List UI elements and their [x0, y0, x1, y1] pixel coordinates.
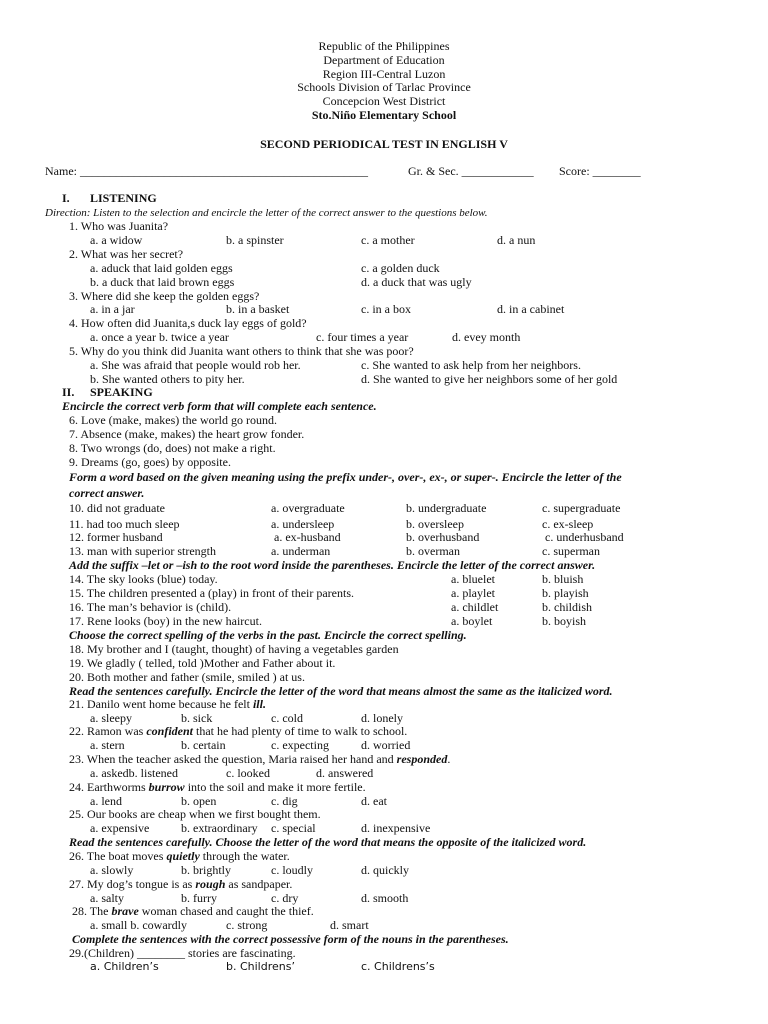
answer-option: c. looked: [226, 766, 270, 780]
answer-option: c. special: [271, 821, 316, 835]
question-stem: 10. did not graduate: [69, 501, 165, 515]
question-stem: 20. Both mother and father (smile, smiled ) at us.: [69, 670, 305, 684]
answer-option: a. bluelet: [451, 572, 495, 586]
section-number-listening: I.: [62, 191, 70, 205]
question-stem: 26. The boat moves quietly through the water.: [69, 849, 290, 863]
question-stem: 21. Danilo went home because he felt ill.: [69, 697, 266, 711]
question-stem: 13. man with superior strength: [69, 544, 216, 558]
answer-option: d. answered: [316, 766, 374, 780]
answer-option: a. ex-husband: [274, 530, 341, 544]
answer-option: a. a widow: [90, 233, 143, 247]
answer-option: d. worried: [361, 738, 411, 752]
answer-option: c. underhusband: [545, 530, 624, 544]
answer-option: b. a duck that laid brown eggs: [90, 275, 235, 289]
question-stem: 27. My dog’s tongue is as rough as sandpaper.: [69, 877, 293, 891]
answer-option: b. bluish: [542, 572, 584, 586]
answer-option: c. dry: [271, 891, 299, 905]
answer-option: a. childlet: [451, 600, 499, 614]
test-title: SECOND PERIODICAL TEST IN ENGLISH V: [260, 137, 508, 151]
answer-option: a. boylet: [451, 614, 493, 628]
question-stem: 19. We gladly ( telled, told )Mother and Father about it.: [69, 656, 336, 670]
answer-option: d. smart: [330, 918, 369, 932]
answer-option: b. open: [181, 794, 217, 808]
answer-option: a. askedb. listened: [90, 766, 178, 780]
question-stem: 4. How often did Juanita,s duck lay eggs of gold?: [69, 316, 307, 330]
answer-option: d. a nun: [497, 233, 536, 247]
direction-spelling: Choose the correct spelling of the verbs in the past. Encircle the correct spelling.: [69, 628, 467, 642]
question-stem: 25. Our books are cheap when we first bought them.: [69, 807, 321, 821]
answer-option: b. overhusband: [406, 530, 480, 544]
answer-option: a. slowly: [90, 863, 134, 877]
direction-prefix-cont: correct answer.: [69, 486, 145, 500]
answer-option: c. She wanted to ask help from her neighbors.: [361, 358, 581, 372]
answer-option: c. cold: [271, 711, 303, 725]
answer-option: d. eat: [361, 794, 387, 808]
school-name: Sto.Niño Elementary School: [311, 108, 457, 122]
question-stem: 8. Two wrongs (do, does) not make a right.: [69, 441, 276, 455]
answer-option: b. Childrens’: [226, 960, 295, 973]
answer-option: c. strong: [226, 918, 268, 932]
header-region: Region III-Central Luzon: [322, 67, 446, 81]
answer-option: b. boyish: [542, 614, 587, 628]
answer-option: b. sick: [181, 711, 213, 725]
direction-antonym: Read the sentences carefully. Choose the letter of the word that means the opposite of the italicized word.: [69, 835, 587, 849]
answer-option: c. a mother: [361, 233, 415, 247]
answer-option: d. smooth: [361, 891, 409, 905]
question-stem: 23. When the teacher asked the question, Maria raised her hand and responded.: [69, 752, 451, 766]
direction-possessive: Complete the sentences with the correct possessive form of the nouns in the parentheses.: [72, 932, 509, 946]
question-stem: 16. The man’s behavior is (child).: [69, 600, 232, 614]
answer-option: b. She wanted others to pity her.: [90, 372, 245, 386]
answer-option: a. lend: [90, 794, 122, 808]
grade-section-field: Gr. & Sec. ____________: [408, 164, 534, 178]
section-heading-speaking: SPEAKING: [90, 385, 153, 399]
answer-option: a. small b. cowardly: [90, 918, 187, 932]
direction-verb-form: Encircle the correct verb form that will complete each sentence.: [62, 399, 377, 413]
answer-option: a. expensive: [90, 821, 150, 835]
header-division: Schools Division of Tarlac Province: [297, 80, 471, 94]
answer-option: b. childish: [542, 600, 592, 614]
question-stem: 1. Who was Juanita?: [69, 219, 169, 233]
question-stem: 7. Absence (make, makes) the heart grow fonder.: [69, 427, 305, 441]
answer-option: b. extraordinary: [181, 821, 258, 835]
question-stem: 12. former husband: [69, 530, 163, 544]
answer-option: c. four times a year: [316, 330, 409, 344]
header-republic: Republic of the Philippines: [318, 39, 450, 53]
answer-option: d. evey month: [452, 330, 521, 344]
answer-option: d. She wanted to give her neighbors some of her gold: [361, 372, 618, 386]
answer-option: b. brightly: [181, 863, 231, 877]
question-stem: 3. Where did she keep the golden eggs?: [69, 289, 260, 303]
answer-option: c. superman: [542, 544, 600, 558]
answer-option: d. lonely: [361, 711, 403, 725]
name-field: Name: ________________________________________________: [45, 164, 368, 178]
answer-option: d. a duck that was ugly: [361, 275, 472, 289]
question-stem: 24. Earthworms burrow into the soil and make it more fertile.: [69, 780, 366, 794]
answer-option: c. Childrens’s: [361, 960, 435, 973]
answer-option: a. once a year b. twice a year: [90, 330, 229, 344]
question-stem: 11. had too much sleep: [69, 517, 180, 531]
answer-option: d. inexpensive: [361, 821, 431, 835]
answer-option: b. overman: [406, 544, 460, 558]
answer-option: d. quickly: [361, 863, 409, 877]
question-stem: 22. Ramon was confident that he had plenty of time to walk to school.: [69, 724, 408, 738]
answer-option: c. expecting: [271, 738, 329, 752]
answer-option: c. a golden duck: [361, 261, 440, 275]
answer-option: a. overgraduate: [271, 501, 345, 515]
answer-option: a. playlet: [451, 586, 495, 600]
answer-option: a. Children’s: [90, 960, 159, 973]
answer-option: a. She was afraid that people would rob her.: [90, 358, 301, 372]
question-stem: 18. My brother and I (taught, thought) of having a vegetables garden: [69, 642, 399, 656]
answer-option: b. certain: [181, 738, 226, 752]
answer-option: d. in a cabinet: [497, 302, 565, 316]
answer-option: b. oversleep: [406, 517, 464, 531]
question-stem: 15. The children presented a (play) in front of their parents.: [69, 586, 355, 600]
answer-option: b. a spinster: [226, 233, 284, 247]
direction-prefix: Form a word based on the given meaning using the prefix under-, over-, ex-, or super-. Encircle the letter of the: [69, 470, 622, 484]
question-stem: 29.(Children) ________ stories are fascinating.: [69, 946, 296, 960]
question-stem: 14. The sky looks (blue) today.: [69, 572, 218, 586]
answer-option: a. sleepy: [90, 711, 132, 725]
listening-direction: Direction: Listen to the selection and encircle the letter of the correct answer to the questions below.: [45, 207, 488, 219]
question-stem: 2. What was her secret?: [69, 247, 184, 261]
answer-option: b. playish: [542, 586, 589, 600]
answer-option: b. furry: [181, 891, 217, 905]
answer-option: a. in a jar: [90, 302, 135, 316]
section-number-speaking: II.: [62, 385, 75, 399]
answer-option: b. in a basket: [226, 302, 290, 316]
answer-option: a. salty: [90, 891, 124, 905]
question-stem: 9. Dreams (go, goes) by opposite.: [69, 455, 231, 469]
answer-option: c. dig: [271, 794, 298, 808]
answer-option: a. undersleep: [271, 517, 335, 531]
answer-option: a. stern: [90, 738, 125, 752]
question-stem: 6. Love (make, makes) the world go round.: [69, 413, 277, 427]
question-stem: 5. Why do you think did Juanita want others to think that she was poor?: [69, 344, 414, 358]
header-district: Concepcion West District: [322, 94, 446, 108]
header-department: Department of Education: [323, 53, 445, 67]
answer-option: a. underman: [271, 544, 331, 558]
answer-option: c. in a box: [361, 302, 411, 316]
question-stem: 17. Rene looks (boy) in the new haircut.: [69, 614, 262, 628]
direction-suffix: Add the suffix –let or –ish to the root word inside the parentheses. Encircle the letter of the correct answer.: [69, 558, 596, 572]
answer-option: a. aduck that laid golden eggs: [90, 261, 233, 275]
section-heading-listening: LISTENING: [90, 191, 157, 205]
answer-option: b. undergraduate: [406, 501, 487, 515]
answer-option: c. loudly: [271, 863, 313, 877]
answer-option: c. supergraduate: [542, 501, 621, 515]
answer-option: c. ex-sleep: [542, 517, 594, 531]
score-field: Score: ________: [559, 164, 641, 178]
direction-synonym: Read the sentences carefully. Encircle the letter of the word that means almost the same as the italicized word.: [69, 684, 613, 698]
question-stem: 28. The brave woman chased and caught the thief.: [72, 904, 314, 918]
